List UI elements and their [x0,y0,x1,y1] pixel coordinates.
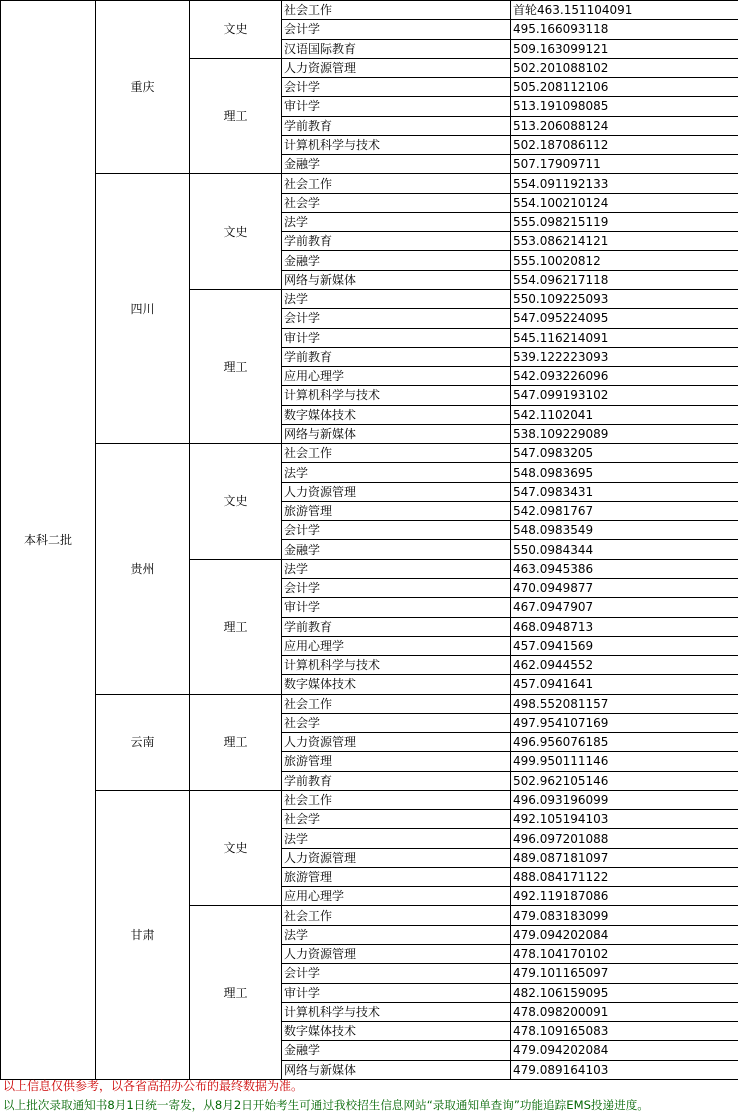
score-cell: 479.089164103 [511,1060,738,1079]
major-cell: 网络与新媒体 [282,270,511,289]
footnotes [0,1077,738,1115]
track-cell: 文史 [190,790,282,906]
score-cell: 495.166093118 [511,20,738,39]
major-cell: 审计学 [282,983,511,1002]
major-cell: 数字媒体技术 [282,675,511,694]
score-cell: 507.17909711 [511,155,738,174]
track-cell: 理工 [190,559,282,694]
score-cell: 457.0941641 [511,675,738,694]
score-cell: 513.191098085 [511,97,738,116]
score-cell: 478.109165083 [511,1022,738,1041]
score-cell: 554.100210124 [511,193,738,212]
score-cell: 479.083183099 [511,906,738,925]
score-cell: 547.099193102 [511,386,738,405]
table-row [1,444,738,463]
province-cell: 云南 [96,694,190,790]
score-cell: 492.119187086 [511,887,738,906]
track-cell: 理工 [190,289,282,443]
score-cell: 502.201088102 [511,58,738,77]
score-cell: 502.962105146 [511,771,738,790]
major-cell: 审计学 [282,97,511,116]
major-cell: 网络与新媒体 [282,424,511,443]
province-cell: 甘肃 [96,790,190,1079]
score-cell: 545.116214091 [511,328,738,347]
score-cell: 554.091192133 [511,174,738,193]
major-cell: 数字媒体技术 [282,1022,511,1041]
major-cell: 审计学 [282,328,511,347]
province-cell: 重庆 [96,1,190,174]
major-cell: 会计学 [282,521,511,540]
score-cell: 542.0981767 [511,501,738,520]
province-cell: 四川 [96,174,190,444]
table-row [1,174,738,193]
score-cell: 502.187086112 [511,135,738,154]
major-cell: 社会学 [282,193,511,212]
score-cell: 553.086214121 [511,232,738,251]
major-cell: 会计学 [282,78,511,97]
major-cell: 学前教育 [282,232,511,251]
score-cell: 547.0983205 [511,444,738,463]
score-cell: 499.950111146 [511,752,738,771]
score-cell: 467.0947907 [511,598,738,617]
score-cell: 548.0983695 [511,463,738,482]
score-cell: 542.093226096 [511,367,738,386]
major-cell: 应用心理学 [282,887,511,906]
major-cell: 会计学 [282,578,511,597]
major-cell: 学前教育 [282,116,511,135]
score-cell: 539.122223093 [511,347,738,366]
score-cell: 547.0983431 [511,482,738,501]
major-cell: 法学 [282,289,511,308]
major-cell: 旅游管理 [282,752,511,771]
disclaimer-note: 以上信息仅供参考，以各省高招办公布的最终数据为准。 [3,1079,304,1093]
major-cell: 社会工作 [282,790,511,809]
major-cell: 人力资源管理 [282,482,511,501]
major-cell: 社会学 [282,810,511,829]
score-cell: 498.552081157 [511,694,738,713]
major-cell: 计算机科学与技术 [282,386,511,405]
score-cell: 463.0945386 [511,559,738,578]
major-cell: 应用心理学 [282,367,511,386]
score-cell: 547.095224095 [511,309,738,328]
major-cell: 法学 [282,559,511,578]
score-cell: 482.106159095 [511,983,738,1002]
score-cell: 首轮463.151104091 [511,1,738,20]
major-cell: 社会工作 [282,906,511,925]
score-cell: 462.0944552 [511,656,738,675]
mailing-note: 以上批次录取通知书8月1日统一寄发，从8月2日开始考生可通过我校招生信息网站“录取通知单查询”功能追踪EMS投递进度。 [3,1098,649,1112]
score-cell: 542.1102041 [511,405,738,424]
score-cell: 505.208112106 [511,78,738,97]
track-cell: 文史 [190,1,282,59]
major-cell: 社会工作 [282,174,511,193]
score-cell: 496.093196099 [511,790,738,809]
score-cell: 555.10020812 [511,251,738,270]
major-cell: 人力资源管理 [282,848,511,867]
major-cell: 法学 [282,463,511,482]
score-cell: 479.094202084 [511,1041,738,1060]
score-cell: 468.0948713 [511,617,738,636]
score-cell: 478.104170102 [511,945,738,964]
score-cell: 488.084171122 [511,867,738,886]
score-cell: 509.163099121 [511,39,738,58]
major-cell: 社会工作 [282,694,511,713]
score-cell: 496.097201088 [511,829,738,848]
major-cell: 会计学 [282,964,511,983]
major-cell: 学前教育 [282,617,511,636]
table-row [1,1,738,20]
major-cell: 人力资源管理 [282,58,511,77]
major-cell: 人力资源管理 [282,945,511,964]
major-cell: 金融学 [282,251,511,270]
major-cell: 会计学 [282,309,511,328]
track-cell: 理工 [190,906,282,1079]
track-cell: 文史 [190,174,282,290]
major-cell: 计算机科学与技术 [282,135,511,154]
major-cell: 审计学 [282,598,511,617]
score-cell: 492.105194103 [511,810,738,829]
major-cell: 网络与新媒体 [282,1060,511,1079]
major-cell: 人力资源管理 [282,733,511,752]
major-cell: 学前教育 [282,771,511,790]
major-cell: 应用心理学 [282,636,511,655]
score-cell: 555.098215119 [511,212,738,231]
score-cell: 497.954107169 [511,713,738,732]
major-cell: 汉语国际教育 [282,39,511,58]
table-row [1,790,738,809]
track-cell: 理工 [190,694,282,790]
major-cell: 社会学 [282,713,511,732]
major-cell: 法学 [282,829,511,848]
major-cell: 金融学 [282,1041,511,1060]
major-cell: 计算机科学与技术 [282,656,511,675]
table-row [1,694,738,713]
track-cell: 文史 [190,444,282,560]
score-cell: 457.0941569 [511,636,738,655]
major-cell: 金融学 [282,155,511,174]
major-cell: 计算机科学与技术 [282,1002,511,1021]
track-cell: 理工 [190,58,282,174]
batch-cell: 本科二批 [1,1,96,1080]
major-cell: 法学 [282,212,511,231]
score-cell: 538.109229089 [511,424,738,443]
score-cell: 479.101165097 [511,964,738,983]
score-cell: 550.109225093 [511,289,738,308]
score-cell: 513.206088124 [511,116,738,135]
major-cell: 法学 [282,925,511,944]
major-cell: 社会工作 [282,444,511,463]
table-body [1,1,738,1080]
score-cell: 550.0984344 [511,540,738,559]
major-cell: 数字媒体技术 [282,405,511,424]
score-cell: 496.956076185 [511,733,738,752]
score-cell: 479.094202084 [511,925,738,944]
score-cell: 548.0983549 [511,521,738,540]
score-cell: 489.087181097 [511,848,738,867]
major-cell: 学前教育 [282,347,511,366]
major-cell: 旅游管理 [282,867,511,886]
major-cell: 会计学 [282,20,511,39]
score-cell: 478.098200091 [511,1002,738,1021]
major-cell: 旅游管理 [282,501,511,520]
score-cell: 470.0949877 [511,578,738,597]
score-cell: 554.096217118 [511,270,738,289]
major-cell: 金融学 [282,540,511,559]
province-cell: 贵州 [96,444,190,694]
major-cell: 社会工作 [282,1,511,20]
